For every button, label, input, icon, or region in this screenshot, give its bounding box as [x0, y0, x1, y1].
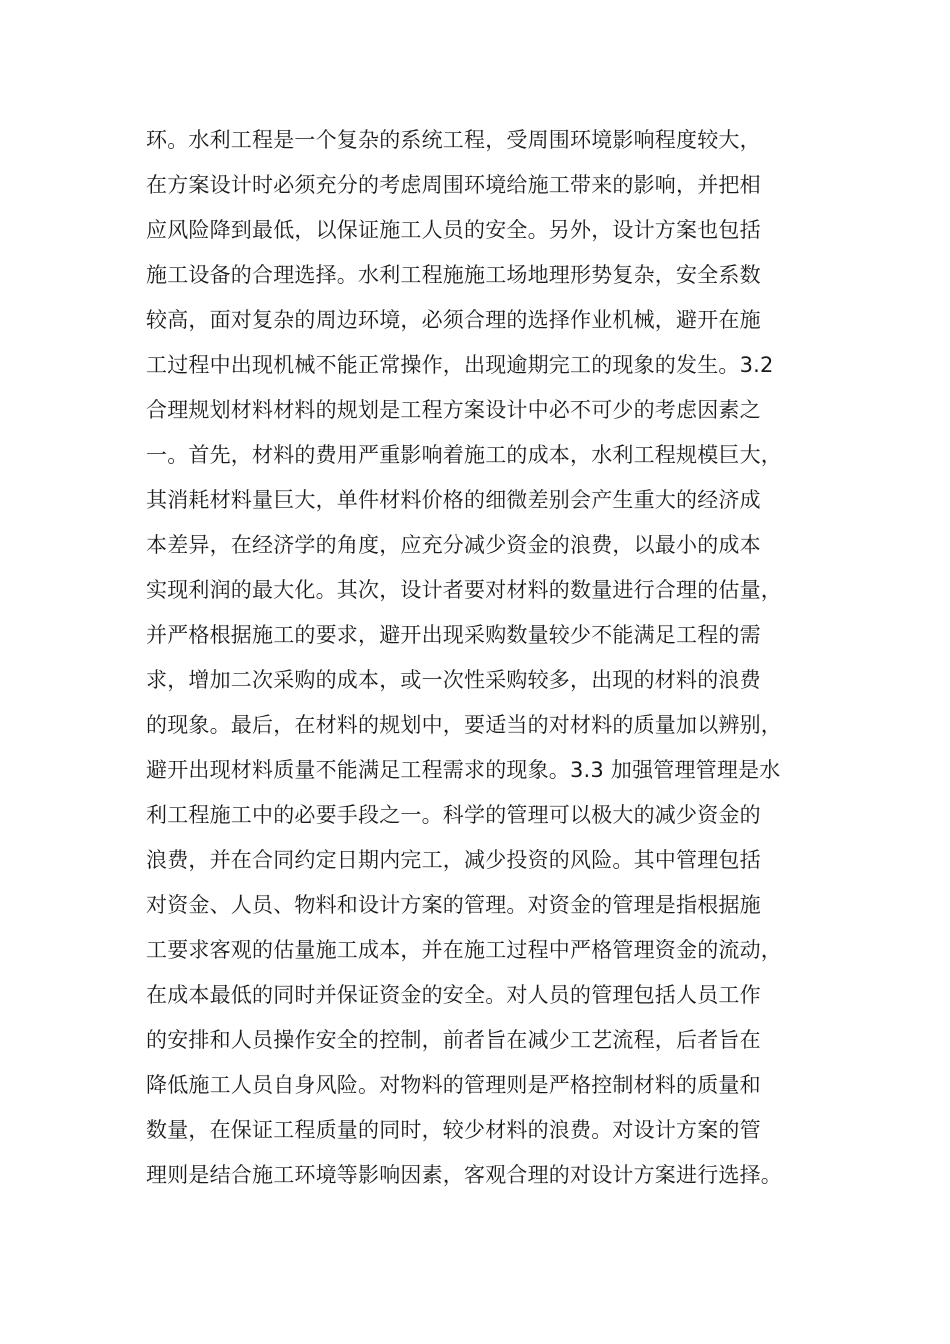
text-line: 降低施工人员自身风险。对物料的管理则是严格控制材料的质量和 [146, 1073, 761, 1097]
text-line: 较高，面对复杂的周边环境，必须合理的选择作业机械，避开在施 [146, 308, 761, 332]
text-line: 其消耗材料量巨大，单件材料价格的细微差别会产生重大的经济成 [146, 488, 761, 512]
text-line: 应风险降到最低，以保证施工人员的安全。另外，设计方案也包括 [146, 218, 761, 242]
text-line: 浪费，并在合同约定日期内完工，减少投资的风险。其中管理包括 [146, 848, 761, 872]
text-line: 的安排和人员操作安全的控制，前者旨在减少工艺流程，后者旨在 [146, 1028, 761, 1052]
text-line: 一。首先，材料的费用严重影响着施工的成本，水利工程规模巨大， [146, 443, 782, 467]
text-line: 避开出现材料质量不能满足工程需求的现象。3.3 加强管理管理是水 [146, 758, 781, 782]
text-line: 环。水利工程是一个复杂的系统工程，受周围环境影响程度较大， [146, 128, 761, 152]
text-line: 求，增加二次采购的成本，或一次性采购较多，出现的材料的浪费 [146, 668, 761, 692]
text-line: 数量，在保证工程质量的同时，较少材料的浪费。对设计方案的管 [146, 1118, 761, 1142]
text-line: 在方案设计时必须充分的考虑周围环境给施工带来的影响，并把相 [146, 173, 761, 197]
text-line: 对资金、人员、物料和设计方案的管理。对资金的管理是指根据施 [146, 893, 761, 917]
text-line: 利工程施工中的必要手段之一。科学的管理可以极大的减少资金的 [146, 803, 761, 827]
text-line: 实现利润的最大化。其次，设计者要对材料的数量进行合理的估量， [146, 578, 782, 602]
text-line: 本差异，在经济学的角度，应充分减少资金的浪费，以最小的成本 [146, 533, 761, 557]
text-line: 工过程中出现机械不能正常操作，出现逾期完工的现象的发生。3.2 [146, 353, 774, 377]
text-line: 工要求客观的估量施工成本，并在施工过程中严格管理资金的流动， [146, 938, 782, 962]
text-line: 合理规划材料材料的规划是工程方案设计中必不可少的考虑因素之 [146, 398, 761, 422]
text-line: 理则是结合施工环境等影响因素，客观合理的对设计方案进行选择。 [146, 1163, 782, 1187]
body-text [146, 118, 836, 1198]
text-line: 施工设备的合理选择。水利工程施施工场地理形势复杂，安全系数 [146, 263, 761, 287]
text-line: 的现象。最后，在材料的规划中，要适当的对材料的质量加以辨别， [146, 713, 782, 737]
text-line: 在成本最低的同时并保证资金的安全。对人员的管理包括人员工作 [146, 983, 761, 1007]
text-line: 并严格根据施工的要求，避开出现采购数量较少不能满足工程的需 [146, 623, 761, 647]
